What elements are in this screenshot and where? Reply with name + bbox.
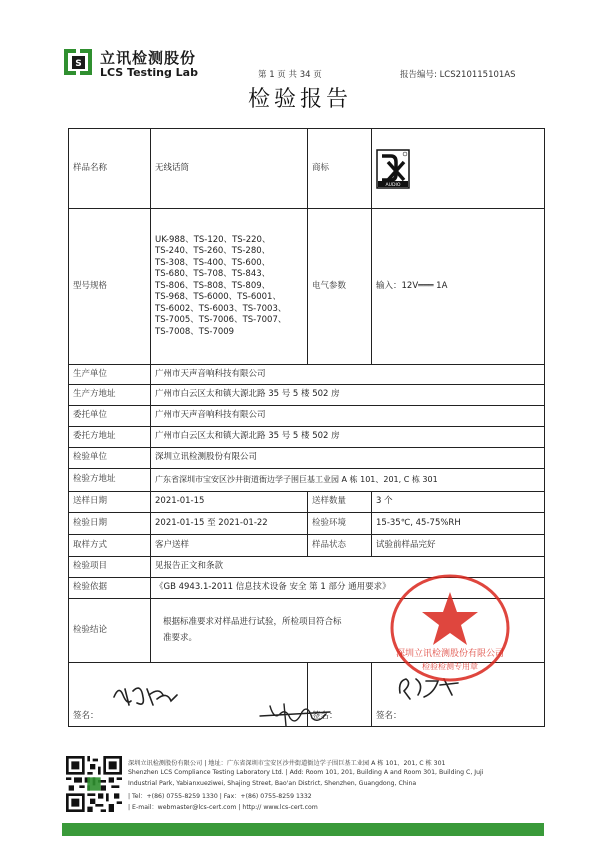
sign-label-1: 签名： — [73, 710, 99, 721]
footer-green-bar — [62, 823, 544, 836]
footer-line-1: 深圳立讯检测股份有限公司 | 地址：广东省深圳市宝安区沙井街道衙边学子围巨基工业园 A 栋 101、201, C 栋 301 — [128, 760, 446, 767]
producer-addr-label: 生产方地址 — [69, 385, 151, 406]
table-row — [69, 129, 545, 209]
sample-name-label: 样品名称 — [69, 129, 151, 209]
model-line: TS-240、TS-260、TS-280、 — [155, 246, 271, 257]
company-name-cn: 立讯检测股份 — [100, 49, 197, 67]
state-value: 试验前样品完好 — [372, 535, 545, 557]
official-seal-icon — [385, 570, 515, 690]
model-line: TS-6002、TS-6003、TS-7003、 — [155, 303, 287, 314]
table-row — [69, 209, 545, 365]
model-line: TS-7008、TS-7009 — [155, 326, 235, 337]
sign-label-3: 签名： — [376, 710, 402, 721]
basis-label: 检验依据 — [69, 578, 151, 599]
lab-addr-label: 检验方地址 — [69, 469, 151, 492]
conclusion-label: 检验结论 — [69, 599, 151, 663]
model-line: TS-7005、TS-7006、TS-7007、 — [155, 315, 287, 326]
model-line: TS-680、TS-708、TS-843、 — [155, 269, 271, 280]
dx-audio-text: AUDIO — [385, 182, 401, 188]
state-label: 样品状态 — [308, 535, 372, 557]
signature-1 — [111, 681, 183, 709]
model-list — [151, 209, 308, 365]
table-row — [69, 492, 545, 513]
seal-text-line-2: 检验检测专用章 — [422, 662, 478, 671]
table-row — [69, 385, 545, 406]
table-row — [69, 535, 545, 557]
footer-line-2: Shenzhen LCS Compliance Testing Laboratory Ltd. | Add: Room 101, 201, Building A and Room 301, Building C, Juji — [128, 769, 484, 776]
footer-line-3: Industrial Park, Yabianxueziwei, Shajing Street, Bao'an District, Shenzhen, Guangdong, China — [128, 780, 417, 787]
sign-label-2: 签名： — [312, 710, 338, 721]
table-row — [69, 513, 545, 535]
dx-audio-logo-icon — [376, 149, 410, 189]
model-label: 型号规格 — [69, 209, 151, 365]
conclusion-line: 准要求。 — [163, 632, 198, 643]
model-line: TS-968、TS-6000、TS-6001、 — [155, 292, 281, 303]
items-value: 见报告正文和条款 — [151, 557, 545, 578]
footer-line-4: | Tel：+(86) 0755-8259 1330 | Fax：+(86) 0755-8259 1332 — [128, 793, 312, 800]
page-info: 第 1 页 共 34 页 — [258, 70, 322, 80]
svg-text:S: S — [75, 59, 82, 69]
table-row — [69, 448, 545, 469]
sampling-value: 客户送样 — [151, 535, 308, 557]
signature-2 — [256, 700, 336, 730]
table-row — [69, 427, 545, 448]
lcs-logo-icon — [62, 47, 94, 77]
env-value: 15-35℃, 45-75%RH — [372, 513, 545, 535]
qr-code-icon — [66, 756, 122, 812]
model-line: TS-308、TS-400、TS-600、 — [155, 257, 271, 268]
client-value: 广州市天声音响科技有限公司 — [151, 406, 545, 427]
model-line: TS-806、TS-808、TS-809、 — [155, 280, 271, 291]
report-title: 检验报告 — [247, 87, 352, 112]
sample-name-value: 无线话筒 — [151, 129, 308, 209]
client-addr-label: 委托方地址 — [69, 427, 151, 448]
producer-value: 广州市天声音响科技有限公司 — [151, 365, 545, 385]
table-row — [69, 406, 545, 427]
table-row — [69, 469, 545, 492]
qty-label: 送样数量 — [308, 492, 372, 513]
footer-line-5: | E-mail：webmaster@lcs-cert.com | http:// www.lcs-cert.com — [128, 804, 318, 811]
trademark-cell — [372, 129, 545, 209]
client-addr-value: 广州市白云区太和镇大源北路 35 号 5 楼 502 房 — [151, 427, 545, 448]
env-label: 检验环境 — [308, 513, 372, 535]
test-date-value: 2021-01-15 至 2021-01-22 — [151, 513, 308, 535]
producer-label: 生产单位 — [69, 365, 151, 385]
trademark-label: 商标 — [308, 129, 372, 209]
producer-addr-value: 广州市白云区太和镇大源北路 35 号 5 楼 502 房 — [151, 385, 545, 406]
model-line: UK-988、TS-120、TS-220、 — [155, 234, 271, 245]
lab-value: 深圳立讯检测股份有限公司 — [151, 448, 545, 469]
lab-label: 检验单位 — [69, 448, 151, 469]
send-date-value: 2021-01-15 — [151, 492, 308, 513]
table-row — [69, 365, 545, 385]
seal-text-line-1: 深圳立讯检测股份有限公司 — [395, 649, 505, 659]
client-label: 委托单位 — [69, 406, 151, 427]
lab-addr-value: 广东省深圳市宝安区沙井街道衙边学子围巨基工业园 A 栋 101、201, C 栋 301 — [151, 469, 545, 492]
company-name-en: LCS Testing Lab — [100, 66, 198, 79]
qty-value: 3 个 — [372, 492, 545, 513]
send-date-label: 送样日期 — [69, 492, 151, 513]
sampling-label: 取样方式 — [69, 535, 151, 557]
basis-value: 《GB 4943.1-2011 信息技术设备 安全 第 1 部分 通用要求》 — [151, 578, 545, 599]
electrical-value: 输入：12V═══ 1A — [372, 209, 545, 365]
report-number: 报告编号: LCS210115101AS — [400, 70, 516, 80]
test-date-label: 检验日期 — [69, 513, 151, 535]
items-label: 检验项目 — [69, 557, 151, 578]
electrical-label: 电气参数 — [308, 209, 372, 365]
conclusion-line: 根据标准要求对样品进行试验，所检项目符合标 — [163, 617, 342, 628]
